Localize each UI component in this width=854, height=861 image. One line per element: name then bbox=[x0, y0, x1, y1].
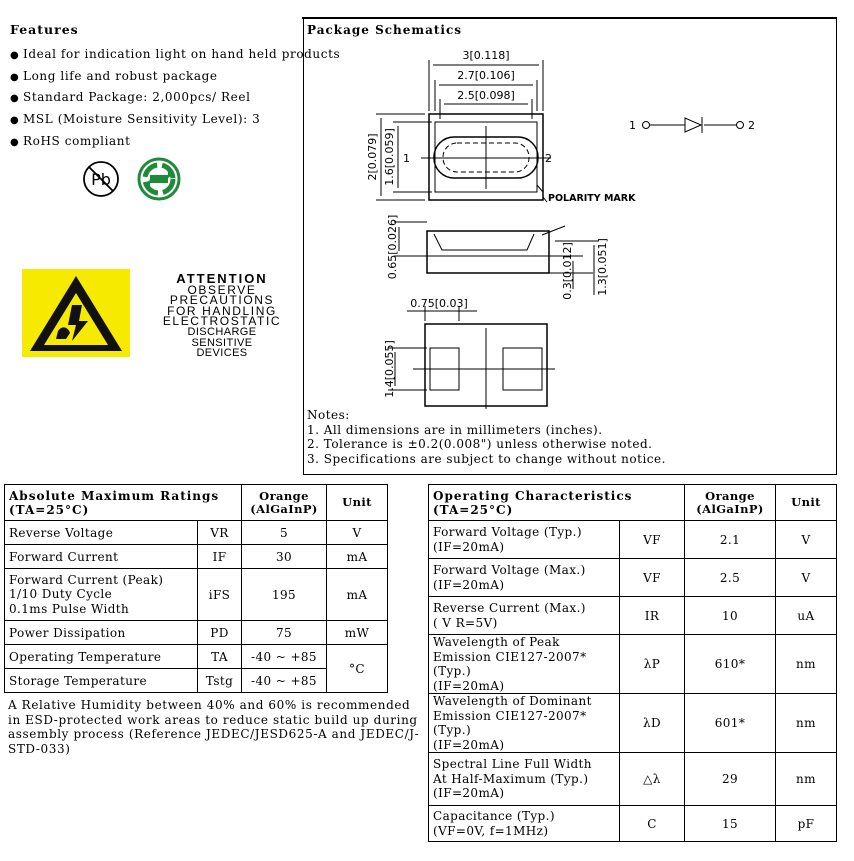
opc-column-head: (AlGaInP) bbox=[696, 501, 764, 516]
opc-column-head: Orange bbox=[705, 488, 755, 503]
dim-width-3: 3[0.118] bbox=[462, 49, 510, 62]
list-item: ● Ideal for indication light on hand held products bbox=[10, 47, 341, 61]
value-cell: 29 bbox=[685, 753, 776, 806]
bullet-icon: ● bbox=[10, 71, 20, 83]
list-item: ● MSL (Moisture Sensitivity Level): 3 bbox=[10, 112, 261, 127]
attention-subline: DISCHARGE bbox=[187, 325, 257, 338]
table-row bbox=[429, 753, 837, 806]
symbol-cell: IF bbox=[198, 545, 242, 569]
value-cell: 195 bbox=[242, 569, 327, 621]
attention-subline: SENSITIVE bbox=[191, 336, 253, 349]
value-cell: 2.5 bbox=[685, 559, 776, 597]
esd-warning-icon bbox=[22, 269, 130, 357]
attention-subline: DEVICES bbox=[196, 347, 248, 360]
unit-cell: nm bbox=[776, 635, 837, 694]
symbol-cell: C bbox=[620, 806, 685, 842]
attention-title: ATTENTION bbox=[176, 271, 268, 286]
attention-line: FOR HANDLING bbox=[167, 303, 277, 318]
symbol-cell: PD bbox=[198, 621, 242, 645]
attention-line: ELECTROSTATIC bbox=[162, 314, 282, 329]
attention-block bbox=[137, 271, 307, 360]
value-cell: -40 ~ +85 bbox=[242, 669, 327, 693]
humidity-note: A Relative Humidity between 40% and 60% is recommended in ESD-protected work areas to reduce static build up during assembly process (Reference JEDEC/JESD625-A and JEDEC/J-STD-033) bbox=[8, 698, 420, 756]
list-item: ● RoHS compliant bbox=[10, 133, 131, 148]
table-row bbox=[429, 694, 837, 753]
amr-title: Absolute Maximum Ratings bbox=[9, 488, 220, 503]
diode-pin-2: 2 bbox=[748, 119, 755, 132]
symbol-cell: λP bbox=[620, 635, 685, 694]
param-cell: Spectral Line Full Width At Half-Maximum (Typ.) (IF=20mA) bbox=[429, 753, 620, 806]
param-cell: Capacitance (Typ.) (VF=0V, f=1MHz) bbox=[429, 806, 620, 842]
symbol-cell: λD bbox=[620, 694, 685, 753]
unit-cell: mA bbox=[327, 569, 388, 621]
attention-line: OBSERVE PRECAUTIONS bbox=[169, 282, 275, 308]
bullet-icon: ● bbox=[10, 50, 20, 61]
unit-cell: nm bbox=[776, 694, 837, 753]
amr-column-head: (AlGaInP) bbox=[250, 501, 318, 516]
unit-cell: V bbox=[776, 521, 837, 559]
table-row bbox=[5, 569, 388, 621]
symbol-cell: iFS bbox=[198, 569, 242, 621]
svg-text:Pb: Pb bbox=[91, 170, 111, 189]
value-cell: 30 bbox=[242, 545, 327, 569]
param-cell: Storage Temperature bbox=[5, 669, 198, 693]
value-cell: 75 bbox=[242, 621, 327, 645]
symbol-cell: VF bbox=[620, 559, 685, 597]
param-cell: Reverse Voltage bbox=[5, 521, 198, 545]
features-title: Features bbox=[10, 22, 79, 37]
list-item: ● Standard Package: 2,000pcs/ Reel bbox=[10, 90, 251, 105]
dim-height-2: 2[0.079] bbox=[366, 133, 379, 181]
param-cell: Operating Temperature bbox=[5, 645, 198, 669]
table-row bbox=[5, 545, 388, 569]
bullet-icon: ● bbox=[10, 93, 20, 105]
unit-cell: pF bbox=[776, 806, 837, 842]
value-cell: 610* bbox=[685, 635, 776, 694]
list-item: ● Long life and robust package bbox=[10, 68, 218, 83]
dim-width-075: 0.75[0.03] bbox=[410, 297, 468, 310]
symbol-cell: VR bbox=[198, 521, 242, 545]
table-row bbox=[5, 645, 388, 669]
param-cell: Forward Voltage (Max.) (IF=20mA) bbox=[429, 559, 620, 597]
amr-condition: (TA=25°C) bbox=[9, 502, 90, 517]
amr-column-head: Orange bbox=[259, 488, 309, 503]
notes-line: Notes: bbox=[307, 408, 350, 422]
table-row bbox=[5, 521, 388, 545]
value-cell: 10 bbox=[685, 597, 776, 635]
unit-cell: mW bbox=[327, 621, 388, 645]
table-header-row bbox=[429, 485, 837, 521]
opc-unit-head: Unit bbox=[776, 485, 837, 521]
dim-width-25: 2.5[0.098] bbox=[457, 89, 515, 102]
param-cell: Wavelength of Dominant Emission CIE127-2007* (Typ.) (IF=20mA) bbox=[429, 694, 620, 753]
dim-height-03: 0.3[0.012] bbox=[561, 242, 574, 300]
unit-cell: nm bbox=[776, 753, 837, 806]
symbol-cell: TA bbox=[198, 645, 242, 669]
rohs-recycle-icon bbox=[135, 156, 183, 202]
dim-height-13: 1.3[0.051] bbox=[596, 238, 609, 296]
table-row bbox=[429, 635, 837, 694]
opc-title: Operating Characteristics bbox=[433, 488, 633, 503]
absolute-maximum-ratings-table bbox=[4, 484, 388, 693]
table-header-row bbox=[5, 485, 388, 521]
bullet-icon: ● bbox=[10, 136, 20, 148]
notes-line: 3. Specifications are subject to change without notice. bbox=[307, 451, 666, 466]
symbol-cell: IR bbox=[620, 597, 685, 635]
unit-cell: mA bbox=[327, 545, 388, 569]
features-list bbox=[10, 47, 340, 155]
param-cell: Forward Voltage (Typ.) (IF=20mA) bbox=[429, 521, 620, 559]
param-cell: Forward Current (Peak) 1/10 Duty Cycle 0.1ms Pulse Width bbox=[5, 569, 198, 621]
symbol-cell: VF bbox=[620, 521, 685, 559]
table-row bbox=[429, 806, 837, 842]
amr-unit-head: Unit bbox=[327, 485, 388, 521]
opc-condition: (TA=25°C) bbox=[433, 502, 514, 517]
package-notes bbox=[307, 408, 666, 466]
unit-cell: uA bbox=[776, 597, 837, 635]
value-cell: 15 bbox=[685, 806, 776, 842]
notes-line: 2. Tolerance is ±0.2(0.008") unless otherwise noted. bbox=[307, 437, 653, 451]
value-cell: 2.1 bbox=[685, 521, 776, 559]
bullet-icon: ● bbox=[10, 115, 20, 127]
table-row bbox=[429, 521, 837, 559]
package-title: Package Schematics bbox=[307, 23, 463, 37]
unit-cell: V bbox=[776, 559, 837, 597]
unit-cell: V bbox=[327, 521, 388, 545]
table-row bbox=[429, 559, 837, 597]
param-cell: Reverse Current (Max.) ( V R=5V) bbox=[429, 597, 620, 635]
operating-characteristics-table bbox=[428, 484, 837, 842]
unit-cell: °C bbox=[327, 645, 388, 693]
table-row bbox=[5, 621, 388, 645]
dim-height-16: 1.6[0.059] bbox=[383, 128, 396, 186]
table-row bbox=[429, 597, 837, 635]
value-cell: 601* bbox=[685, 694, 776, 753]
param-cell: Wavelength of Peak Emission CIE127-2007* (Typ.) (IF=20mA) bbox=[429, 635, 620, 694]
notes-line: 1. All dimensions are in millimeters (inches). bbox=[307, 422, 603, 437]
lead-free-icon bbox=[80, 158, 122, 200]
symbol-cell: Tstg bbox=[198, 669, 242, 693]
dim-height-14: 1.4[0.055] bbox=[383, 340, 396, 398]
polarity-mark-label: POLARITY MARK bbox=[548, 193, 636, 204]
diode-pin-1: 1 bbox=[629, 119, 636, 132]
dim-width-27: 2.7[0.106] bbox=[457, 69, 515, 82]
param-cell: Power Dissipation bbox=[5, 621, 198, 645]
pin-1-label: 1 bbox=[403, 152, 410, 165]
param-cell: Forward Current bbox=[5, 545, 198, 569]
package-drawing bbox=[303, 19, 835, 409]
symbol-cell: △λ bbox=[620, 753, 685, 806]
value-cell: -40 ~ +85 bbox=[242, 645, 327, 669]
value-cell: 5 bbox=[242, 521, 327, 545]
dim-height-065: 0.65[0.026] bbox=[386, 214, 399, 280]
pin-2-label: 2 bbox=[545, 152, 552, 165]
